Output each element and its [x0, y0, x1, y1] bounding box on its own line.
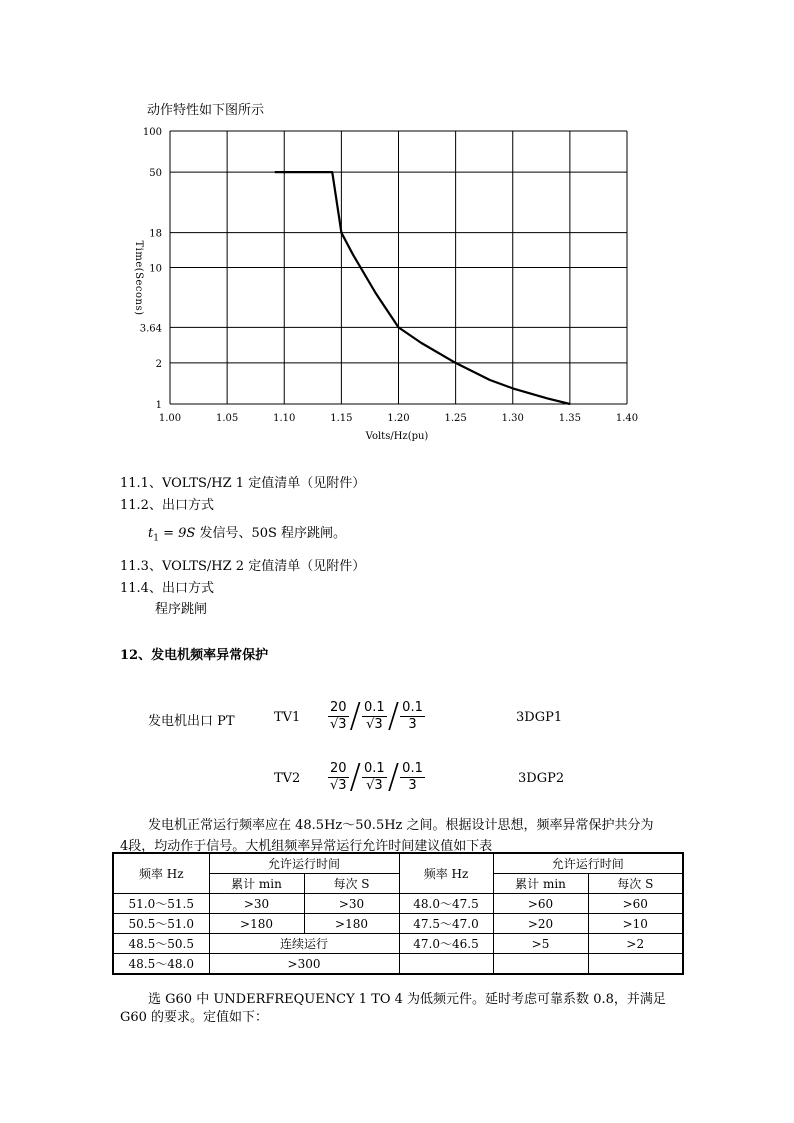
- chart-grid: [170, 131, 627, 404]
- cell-freq: 48.5～50.5: [113, 934, 209, 954]
- section-11-4-body: 程序跳闸: [155, 602, 208, 617]
- para1-line2: 4段，均动作于信号。大机组频率异常运行允许时间建议值如下表: [120, 839, 493, 854]
- table-row: [113, 894, 683, 914]
- cell-freq: [399, 954, 493, 975]
- frequency-table: [112, 852, 684, 975]
- para2-line1: 选 G60 中 UNDERFREQUENCY 1 TO 4 为低频元件。延时考虑可靠系数 0.8，并满足: [148, 992, 666, 1007]
- pt-name-tv2: TV2: [274, 771, 301, 786]
- ratio-num-2: 0.1: [364, 699, 385, 715]
- table-row: [113, 934, 683, 954]
- ratio2-num-2: 0.1: [364, 760, 385, 776]
- cell-cum: >20: [493, 914, 588, 934]
- cell-each: >2: [588, 934, 683, 954]
- table-row: [113, 954, 683, 975]
- cell-cum: >180: [209, 914, 304, 934]
- y-axis-label: Time(Secons): [133, 240, 144, 316]
- ratio2-num-3: 0.1: [402, 760, 423, 776]
- data-point: [455, 362, 457, 364]
- ratio2-num-1: 20: [330, 760, 347, 776]
- x-tick-labels: [159, 413, 638, 424]
- data-point: [546, 398, 548, 400]
- cell-merged: >300: [209, 954, 399, 975]
- x-tick-label: 1.00: [158, 413, 182, 424]
- ratio-num-1: 20: [330, 699, 347, 715]
- pt-ratio-tv1: $\frac{20}{√3}$ / $\frac{0.1}{√3}$ / $\frac{0.1}{3}$: [329, 696, 423, 736]
- cell-cum: >30: [209, 894, 304, 914]
- section-11-4: 11.4、出口方式: [120, 581, 214, 596]
- cell-freq: 50.5～51.0: [113, 914, 209, 934]
- volts-hz-chart: [110, 118, 650, 448]
- x-tick-label: 1.15: [330, 413, 353, 424]
- y-tick-label: 2: [155, 358, 162, 370]
- cell-cum: [493, 954, 588, 975]
- t1-unit: S: [186, 526, 196, 541]
- cell-each: >60: [588, 894, 683, 914]
- x-tick-label: 1.35: [558, 413, 582, 424]
- header-each-right: 每次 S: [588, 874, 683, 894]
- t1-formula-line: [148, 522, 346, 544]
- pt-code-tv1: 3DGP1: [516, 710, 563, 725]
- ratio-den-3: 3: [408, 716, 417, 732]
- pt-name-tv1: TV1: [274, 710, 301, 725]
- header-freq-left: 频率 Hz: [113, 853, 209, 894]
- ratio2-den-3: 3: [408, 777, 417, 793]
- x-tick-label: 1.30: [501, 413, 524, 424]
- y-tick-label: 100: [142, 127, 162, 138]
- data-point: [421, 342, 423, 344]
- y-tick-label: 3.64: [139, 323, 162, 335]
- cell-merged: 连续运行: [209, 934, 399, 954]
- pt-code-tv2: 3DGP2: [518, 771, 565, 786]
- x-tick-label: 1.10: [273, 413, 296, 424]
- data-point: [569, 403, 571, 405]
- x-axis-label: Volts/Hz(pu): [365, 431, 429, 442]
- data-point: [274, 171, 276, 173]
- data-point: [331, 171, 333, 173]
- header-allow-left: 允许运行时间: [209, 853, 399, 874]
- cell-each: >180: [304, 914, 399, 934]
- y-tick-label: 10: [149, 263, 162, 275]
- t1-equals: = 9: [158, 526, 187, 541]
- ratio2-sqrt-2: 3: [374, 777, 383, 793]
- table-header-row: [113, 853, 683, 874]
- data-point: [375, 292, 377, 294]
- pt-label: 发电机出口 PT: [148, 714, 235, 729]
- cell-each: >30: [304, 894, 399, 914]
- cell-cum: >5: [493, 934, 588, 954]
- data-point: [512, 388, 514, 390]
- cell-freq: 47.0～46.5: [399, 934, 493, 954]
- section-11-2: 11.2、出口方式: [120, 498, 214, 513]
- y-tick-label: 50: [149, 168, 162, 180]
- cell-each: >10: [588, 914, 683, 934]
- t1-subscript: 1: [153, 533, 159, 544]
- chart-caption: 动作特性如下图所示: [147, 103, 265, 118]
- para2-line2: G60 的要求。定值如下：: [120, 1010, 269, 1025]
- header-cum-left: 累计 min: [209, 874, 304, 894]
- data-point: [489, 379, 491, 381]
- x-tick-label: 1.05: [215, 413, 239, 424]
- ratio-num-3: 0.1: [402, 699, 423, 715]
- y-tick-label: 1: [155, 400, 162, 411]
- characteristic-curve: [275, 172, 570, 404]
- chart-series: [274, 171, 570, 405]
- x-tick-label: 1.20: [387, 413, 410, 424]
- cell-freq: 48.0～47.5: [399, 894, 493, 914]
- cell-freq: 51.0～51.5: [113, 894, 209, 914]
- pt-ratio-tv2: $\frac{20}{√3}$ / $\frac{0.1}{√3}$ / $\frac{0.1}{3}$: [329, 757, 423, 797]
- x-tick-label: 1.25: [444, 413, 467, 424]
- table-row: [113, 914, 683, 934]
- cell-cum: >60: [493, 894, 588, 914]
- cell-freq: 48.5～48.0: [113, 954, 209, 975]
- data-point: [352, 253, 354, 255]
- x-tick-label: 1.40: [615, 413, 639, 424]
- cell-freq: 47.5～47.0: [399, 914, 493, 934]
- section-11-3: 11.3、VOLTS/HZ 2 定值清单（见附件）: [120, 559, 366, 574]
- y-tick-label: 18: [149, 228, 162, 240]
- data-point: [398, 327, 400, 329]
- ratio2-sqrt-1: 3: [338, 777, 347, 793]
- t1-variable: t: [148, 526, 154, 541]
- header-cum-right: 累计 min: [493, 874, 588, 894]
- t1-description: 发信号、50S 程序跳闸。: [195, 526, 347, 541]
- header-freq-right: 频率 Hz: [399, 853, 493, 894]
- section-12-title: 12、发电机频率异常保护: [120, 648, 269, 663]
- para1-line1: 发电机正常运行频率应在 48.5Hz～50.5Hz 之间。根据设计思想，频率异常保护共分为: [148, 818, 654, 833]
- ratio-sqrt-1: 3: [338, 716, 347, 732]
- cell-each: [588, 954, 683, 975]
- data-point: [341, 232, 343, 234]
- ratio-sqrt-2: 3: [374, 716, 383, 732]
- section-11-1: 11.1、VOLTS/HZ 1 定值清单（见附件）: [120, 476, 366, 491]
- header-each-left: 每次 S: [304, 874, 399, 894]
- header-allow-right: 允许运行时间: [493, 853, 683, 874]
